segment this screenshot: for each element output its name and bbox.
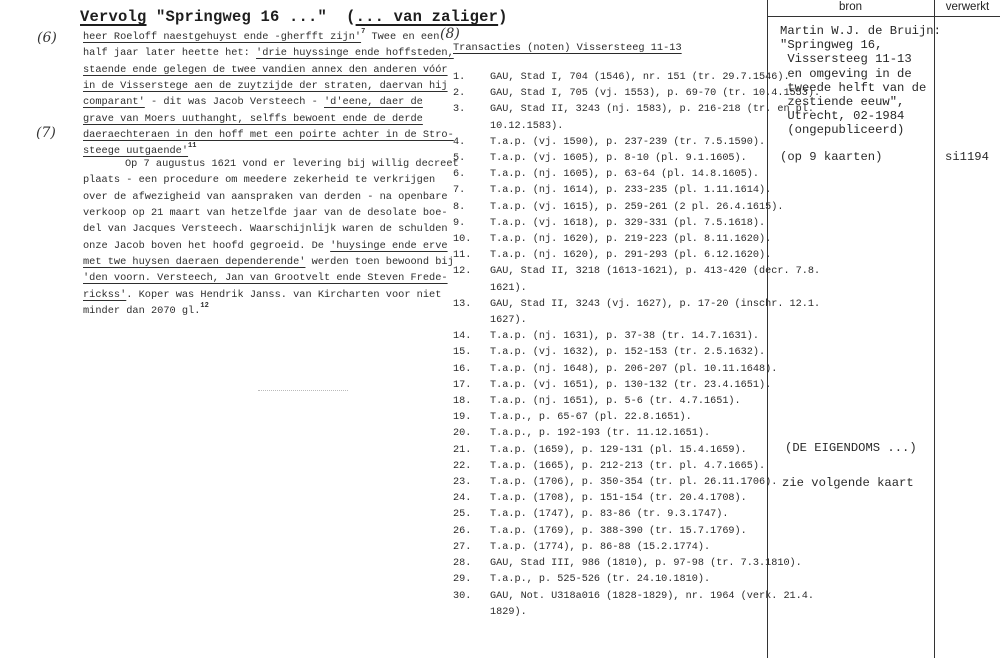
note-text: T.a.p. (nj. 1620), p. 219-223 (pl. 8.11.1620). — [490, 234, 772, 246]
underlined-quote: met twe huysen daeraen dependerende' — [83, 256, 306, 269]
note-number: 7. — [453, 185, 466, 197]
plain-text: werden toen bewoond bij — [305, 256, 454, 269]
paragraph-1 — [83, 29, 454, 160]
footnote-ref: 7 — [361, 28, 366, 36]
note-number: 18. — [453, 396, 472, 408]
plain-text: onze Jacob boven het hoofd gegroeid. De — [83, 239, 331, 252]
underlined-quote: comparant' — [83, 96, 145, 109]
note-text: GAU, Stad I, 704 (1546), nr. 151 (tr. 29.7.1546). — [490, 72, 790, 83]
note-number: 27. — [453, 541, 472, 553]
note-item — [453, 135, 820, 151]
note-item — [453, 297, 820, 313]
note-item — [453, 443, 820, 459]
text-line — [83, 45, 454, 61]
note-text: T.a.p. (nj. 1651), p. 5-6 (tr. 4.7.1651). — [490, 396, 741, 408]
plain-text: verkoop op 21 maart van hetzelfde jaar van de desolate boe- — [83, 207, 448, 220]
footnote-ref: 12 — [200, 302, 209, 311]
note-text: T.a.p. (vj. 1632), p. 152-153 (tr. 2.5.1632). — [490, 347, 766, 359]
text-line — [83, 189, 459, 205]
see-next-card: zie volgende kaart — [782, 476, 914, 490]
note-item — [453, 248, 820, 264]
note-number: 5. — [453, 153, 466, 165]
plain-text: - dit was Jacob Versteech - — [144, 96, 324, 109]
text-line — [83, 221, 459, 237]
margin-mark-7: (7) — [36, 125, 56, 141]
note-number: 23. — [453, 477, 472, 489]
note-number: 17. — [453, 379, 472, 391]
underlined-quote: rickss' — [83, 288, 127, 301]
text-line — [83, 127, 454, 143]
plain-text: over de afwezigheid van aanspraken van derden - na openbare — [83, 190, 448, 203]
text-line — [83, 111, 454, 127]
title-paren-text: ... van zaliger — [355, 8, 499, 26]
note-item — [453, 556, 820, 572]
note-text: T.a.p., p. 525-526 (tr. 24.10.1810). — [490, 574, 711, 586]
note-text: GAU, Stad III, 986 (1810), p. 97-98 (tr. 7.3.1810). — [490, 558, 802, 570]
note-text: T.a.p. (1659), p. 129-131 (pl. 15.4.1659). — [490, 444, 747, 456]
header-verwerkt: verwerkt — [945, 1, 990, 13]
note-number: 21. — [453, 444, 472, 456]
note-item — [453, 200, 820, 216]
note-text: GAU, Stad II, 3243 (vj. 1627), p. 17-20 (inschr. 12.1. — [490, 298, 821, 310]
document-title — [80, 8, 508, 26]
bron-citation: Martin W.J. de Bruijn: "Springweg 16, Vissersteeg 11-13 en omgeving in de tweede helft van de zestiende eeuw", Utrecht, 02-1984 (ongepubliceerd) — [780, 24, 941, 138]
note-text: 1621). — [490, 282, 527, 294]
plain-text: del van Jacques Versteech. Waarschijnlijk waren de schulden — [83, 223, 448, 236]
note-number: 13. — [453, 298, 472, 310]
note-number: 8. — [453, 201, 466, 213]
verwerkt-code: si1194 — [945, 150, 989, 164]
note-text: T.a.p. (vj. 1590), p. 237-239 (tr. 7.5.1590). — [490, 136, 766, 148]
note-item — [453, 524, 820, 540]
underlined-quote: 'd'eene, daer de — [324, 96, 423, 109]
underlined-quote: 'huysinge ende erve — [330, 239, 448, 252]
note-number: 10. — [453, 234, 472, 246]
note-text: T.a.p., p. 192-193 (tr. 11.12.1651). — [490, 428, 711, 440]
title-paren-close: ) — [498, 8, 508, 26]
note-text: T.a.p. (vj. 1651), p. 130-132 (tr. 23.4.1651). — [490, 379, 772, 391]
note-number: 24. — [453, 493, 472, 505]
note-item — [453, 572, 820, 588]
note-item — [453, 394, 820, 410]
text-line — [83, 303, 459, 319]
plain-text: Twee en een — [365, 31, 440, 43]
note-text: T.a.p. (1769), p. 388-390 (tr. 15.7.1769). — [490, 525, 747, 537]
note-item — [453, 605, 820, 621]
plain-text: half jaar later heette het: — [83, 47, 257, 60]
underlined-quote: heer Roeloff naestgehuyst ende -gherfft zijn' — [83, 31, 362, 43]
paragraph-2 — [83, 156, 459, 319]
text-line — [83, 172, 459, 188]
text-line — [83, 287, 459, 303]
note-item — [453, 426, 820, 442]
note-item — [453, 281, 820, 297]
underlined-quote: grave van Moers uuthanght, selffs bewoent ende de derde — [83, 112, 423, 125]
note-number: 9. — [453, 217, 466, 229]
title-quoted: "Springweg 16 ..." — [156, 8, 328, 26]
footnote-ref: 11 — [188, 142, 197, 151]
underlined-quote: daeraechteraen in den hoff met een poirte achter in de Stro- — [83, 129, 454, 142]
note-text: T.a.p. (vj. 1618), p. 329-331 (pl. 7.5.1618). — [490, 217, 766, 229]
note-number: 15. — [453, 347, 472, 359]
note-text: GAU, Stad I, 705 (vj. 1553), p. 69-70 (tr. 10.4.1553). — [490, 88, 821, 100]
text-line — [83, 238, 459, 254]
note-number: 28. — [453, 558, 472, 570]
text-line — [83, 62, 454, 78]
scan-artifact — [258, 390, 348, 392]
title-paren-open: ( — [346, 8, 356, 26]
note-number: 12. — [453, 266, 472, 278]
note-text: T.a.p. (nj. 1620), p. 291-293 (pl. 6.12.1620). — [490, 250, 772, 262]
note-number: 20. — [453, 428, 472, 440]
note-text: GAU, Stad II, 3243 (nj. 1583), p. 216-218 (tr. en pl. — [490, 104, 815, 116]
note-item — [453, 491, 820, 507]
eigendoms-note: (DE EIGENDOMS ...) — [785, 441, 917, 455]
note-text: T.a.p. (1708), p. 151-154 (tr. 20.4.1708). — [490, 493, 747, 505]
text-line — [83, 205, 459, 221]
note-item — [453, 475, 820, 491]
note-number: 26. — [453, 525, 472, 537]
note-number: 30. — [453, 590, 472, 602]
text-line — [83, 78, 454, 94]
note-item — [453, 183, 820, 199]
note-item — [453, 540, 820, 556]
plain-text: Op 7 augustus 1621 vond er levering bij willig decreet — [125, 158, 459, 170]
notes-heading: Transacties (noten) Vissersteeg 11-13 — [453, 42, 682, 54]
underlined-quote: 'den voorn. Versteech, Jan van Grootvelt ende Steven Frede- — [83, 272, 448, 285]
plain-text: . Koper was Hendrik Janss. van Kircharten voor niet — [126, 288, 442, 301]
header-bron: bron — [838, 1, 863, 13]
note-text: T.a.p. (nj. 1614), p. 233-235 (pl. 1.11.1614). — [490, 185, 772, 197]
text-line — [83, 156, 459, 172]
plain-text: minder dan 2070 gl. — [83, 305, 201, 318]
plain-text: plaats - een procedure om meedere zekerheid te verkrijgen — [83, 174, 436, 187]
note-number: 22. — [453, 460, 472, 472]
note-text: T.a.p. (1706), p. 350-354 (tr. pl. 26.11.1706). — [490, 477, 778, 489]
note-number: 11. — [453, 250, 472, 262]
note-text: GAU, Stad II, 3218 (1613-1621), p. 413-420 (decr. 7.8. — [490, 266, 821, 278]
note-text: T.a.p. (vj. 1615), p. 259-261 (2 pl. 26.4.1615). — [490, 201, 784, 213]
bron-cards-count: (op 9 kaarten) — [780, 150, 883, 164]
note-text: T.a.p. (nj. 1648), p. 206-207 (pl. 10.11.1648). — [490, 363, 778, 375]
notes-list — [453, 70, 820, 621]
margin-mark-8: (8) — [440, 26, 460, 42]
underlined-quote: staende ende gelegen de twee vandien annex den anderen vóór — [83, 63, 448, 76]
note-item — [453, 410, 820, 426]
note-item — [453, 329, 820, 345]
underlined-quote: steege uutgaende' — [83, 145, 189, 158]
text-line — [83, 270, 459, 286]
text-line — [83, 94, 454, 110]
note-text: GAU, Not. U318a016 (1828-1829), nr. 1964 (verk. 21.4. — [490, 590, 815, 602]
note-number: 19. — [453, 412, 472, 424]
note-number: 14. — [453, 331, 472, 343]
note-number: 4. — [453, 136, 466, 148]
note-number: 1. — [453, 72, 466, 83]
note-item — [453, 232, 820, 248]
note-item — [453, 70, 820, 86]
text-line — [83, 254, 459, 270]
note-item — [453, 589, 820, 605]
note-item — [453, 119, 820, 135]
note-text: 1829). — [490, 606, 527, 618]
note-item — [453, 264, 820, 280]
note-number: 3. — [453, 104, 466, 116]
text-line — [83, 29, 454, 45]
note-number: 6. — [453, 169, 466, 181]
note-number: 25. — [453, 509, 472, 521]
note-text: T.a.p. (1665), p. 212-213 (tr. pl. 4.7.1665). — [490, 460, 766, 472]
note-number: 16. — [453, 363, 472, 375]
note-text: 1627). — [490, 315, 527, 327]
note-item — [453, 378, 820, 394]
underlined-quote: 'drie huyssinge ende hoffsteden, — [256, 47, 454, 60]
note-item — [453, 507, 820, 523]
note-text: T.a.p. (1774), p. 86-88 (15.2.1774). — [490, 541, 711, 553]
note-item — [453, 167, 820, 183]
note-item — [453, 216, 820, 232]
note-text: T.a.p. (1747), p. 83-86 (tr. 9.3.1747). — [490, 509, 729, 521]
note-text: T.a.p. (nj. 1631), p. 37-38 (tr. 14.7.1631). — [490, 331, 759, 343]
note-text: T.a.p., p. 65-67 (pl. 22.8.1651). — [490, 412, 692, 424]
note-item — [453, 102, 820, 118]
note-item — [453, 345, 820, 361]
note-item — [453, 151, 820, 167]
margin-mark-6: (6) — [37, 30, 57, 46]
note-text: 10.12.1583). — [490, 120, 564, 132]
note-number: 2. — [453, 88, 466, 100]
note-item — [453, 362, 820, 378]
note-text: T.a.p. (vj. 1605), p. 8-10 (pl. 9.1.1605). — [490, 153, 747, 165]
note-number: 29. — [453, 574, 472, 586]
note-text: T.a.p. (nj. 1605), p. 63-64 (pl. 14.8.1605). — [490, 169, 759, 181]
note-item — [453, 313, 820, 329]
note-item — [453, 86, 820, 102]
table-header-border — [767, 16, 1000, 17]
underlined-quote: in de Visserstege aen de zuytzijde der straten, daervan hij — [83, 80, 448, 93]
note-item — [453, 459, 820, 475]
title-vervolg: Vervolg — [80, 8, 147, 26]
